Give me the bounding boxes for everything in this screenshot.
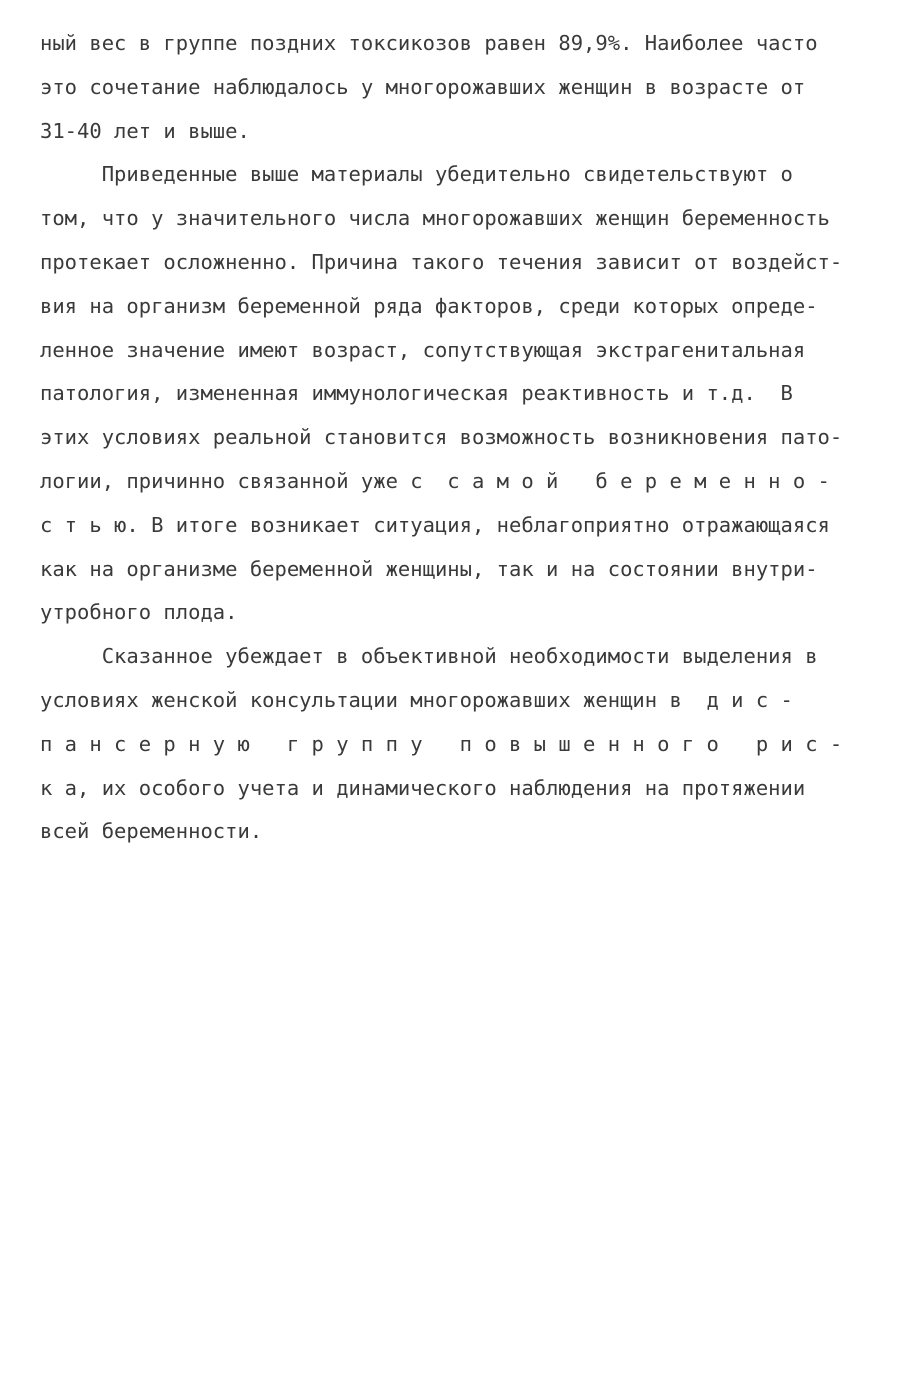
text-line: логии, причинно связанной уже с с а м о й б е р е м е н н о - (40, 468, 830, 493)
text-line: п а н с е р н у ю г р у п п у п о в ы ш е н н о г о р и с - (40, 731, 843, 756)
text-line: с т ь ю. В итоге возникает ситуация, неблагоприятно отражающаяся (40, 512, 830, 537)
text-line: ленное значение имеют возраст, сопутствующая экстрагенитальная (40, 337, 806, 362)
text-line: вия на организм беременной ряда факторов, среди которых опреде- (40, 293, 818, 318)
text-line: этих условиях реальной становится возможность возникновения пато- (40, 425, 843, 450)
text-line: условиях женской консультации многорожавших женщин в д и с - (40, 687, 793, 712)
text-line: патология, измененная иммунологическая реактивность и т.д. В (40, 381, 793, 406)
text-line: Сказанное убеждает в объективной необходимости выделения в (40, 644, 818, 669)
body-text (40, 22, 885, 854)
text-line: как на организме беременной женщины, так и на состоянии внутри- (40, 556, 818, 581)
text-line: том, что у значительного числа многорожавших женщин беременность (40, 206, 830, 231)
text-line: протекает осложненно. Причина такого течения зависит от воздейст- (40, 249, 843, 274)
text-line: ный вес в группе поздних токсикозов равен 89,9%. Наиболее часто (40, 31, 818, 55)
text-line: к а, их особого учета и динамического наблюдения на протяжении (40, 775, 806, 800)
text-line: всей беременности. (40, 819, 263, 844)
text-line: Приведенные выше материалы убедительно свидетельствуют о (40, 162, 793, 187)
text-line: 31-40 лет и выше. (40, 118, 250, 143)
text-line: это сочетание наблюдалось у многорожавших женщин в возрасте от (40, 74, 806, 99)
text-line: утробного плода. (40, 600, 238, 625)
